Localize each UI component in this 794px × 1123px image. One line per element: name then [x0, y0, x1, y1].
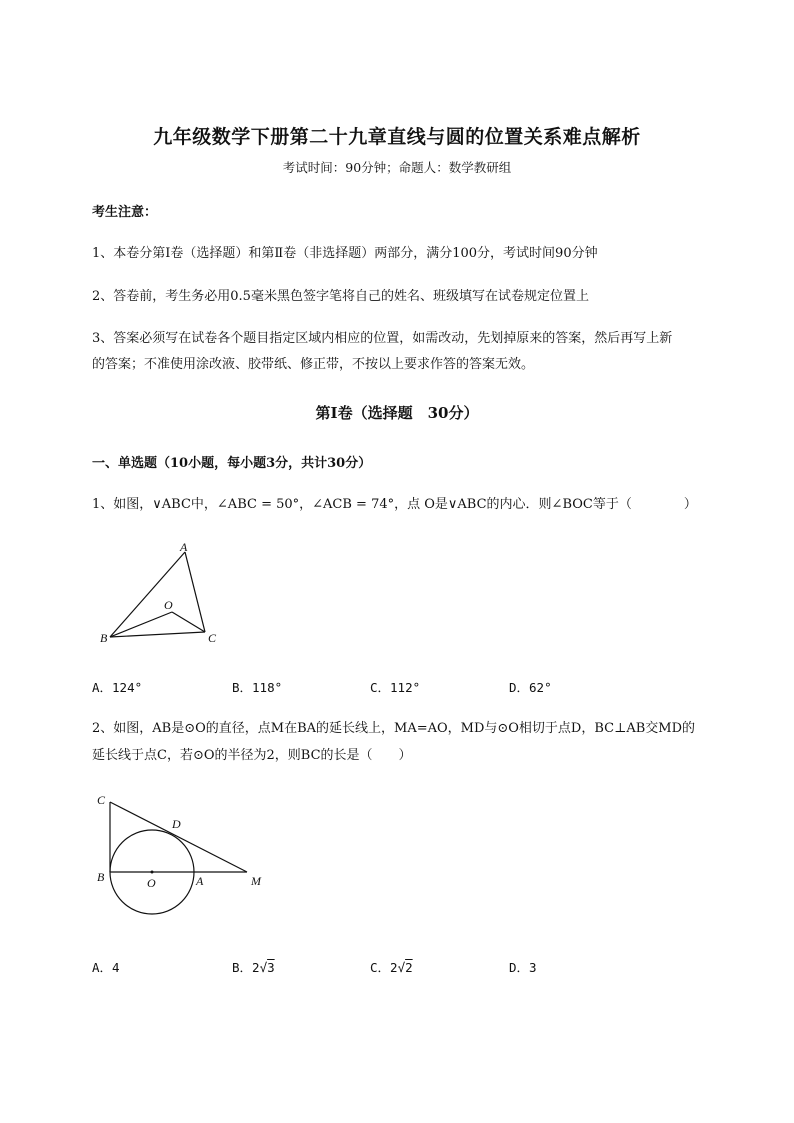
notice-heading: 考生注意：: [92, 205, 158, 220]
option-b-coefficient: B．2: [232, 960, 260, 975]
question-1-option-b[interactable]: B．118°: [232, 680, 283, 695]
question-2-stem: 2、如图，AB是⊙O的直径，点M在BA的延长线上，MA=AO，MD与⊙O相切于点D，BC⊥AB交MD的: [92, 721, 696, 736]
question-1-option-c[interactable]: C．112°: [370, 680, 421, 695]
sqrt-symbol: √: [397, 960, 406, 975]
segment-ab: [110, 552, 185, 637]
label-c: C: [208, 631, 217, 645]
label-a: A: [196, 874, 204, 888]
question-2-option-d[interactable]: D．3: [509, 960, 537, 975]
page-title: 九年级数学下册第二十九章直线与圆的位置关系难点解析: [153, 126, 641, 148]
option-c-coefficient: C．2: [370, 960, 398, 975]
point-o: [151, 871, 154, 874]
label-c: C: [97, 793, 106, 807]
segment-bo: [110, 612, 172, 637]
question-2-option-b[interactable]: [232, 958, 275, 976]
section-title: 第Ⅰ卷（选择题 30分）: [315, 404, 479, 422]
label-o: O: [147, 876, 156, 890]
segment-co: [172, 612, 205, 632]
question-1-stem: 1、如图，∨ABC中，∠ABC = 50°，∠ACB = 74°，点 O是∨ABC的内心．则∠BOC等于（ ）: [92, 497, 697, 512]
sqrt-symbol: √: [259, 960, 268, 975]
part-title: 一、单选题（10小题，每小题3分，共计30分）: [92, 456, 372, 471]
option-b-radicand: 3: [267, 960, 275, 975]
notice-item-continued: 的答案；不准使用涂改液、胶带纸、修正带，不按以上要求作答的答案无效。: [92, 357, 535, 372]
label-m: M: [251, 874, 261, 888]
label-o: O: [164, 598, 173, 612]
notice-item: 3、答案必须写在试卷各个题目指定区域内相应的位置，如需改动，先划掉原来的答案，然后再写上新: [92, 331, 673, 346]
notice-item: 1、本卷分第I卷（选择题）和第Ⅱ卷（非选择题）两部分，满分100分，考试时间90分钟: [92, 246, 598, 261]
segment-cm: [110, 802, 247, 872]
label-a: A: [180, 540, 188, 554]
question-2-stem-continued: 延长线于点C，若⊙O的半径为2，则BC的长是（ ）: [92, 748, 412, 763]
option-c-radicand: 2: [405, 960, 413, 975]
segment-ac: [185, 552, 205, 632]
exam-info: 考试时间：90分钟；命题人：数学教研组: [282, 160, 512, 175]
label-b: B: [100, 631, 108, 645]
circle-o: [110, 830, 194, 914]
question-1-option-d[interactable]: D．62°: [509, 680, 552, 695]
question-2-option-c[interactable]: [370, 958, 413, 976]
question-2-option-a[interactable]: A．4: [92, 960, 120, 975]
question-1-option-a[interactable]: A．124°: [92, 680, 143, 695]
notice-item: 2、答卷前，考生务必用0.5毫米黑色签字笔将自己的姓名、班级填写在试卷规定位置上: [92, 289, 589, 304]
label-d: D: [172, 817, 181, 831]
label-b: B: [97, 870, 105, 884]
segment-bc: [110, 632, 205, 637]
